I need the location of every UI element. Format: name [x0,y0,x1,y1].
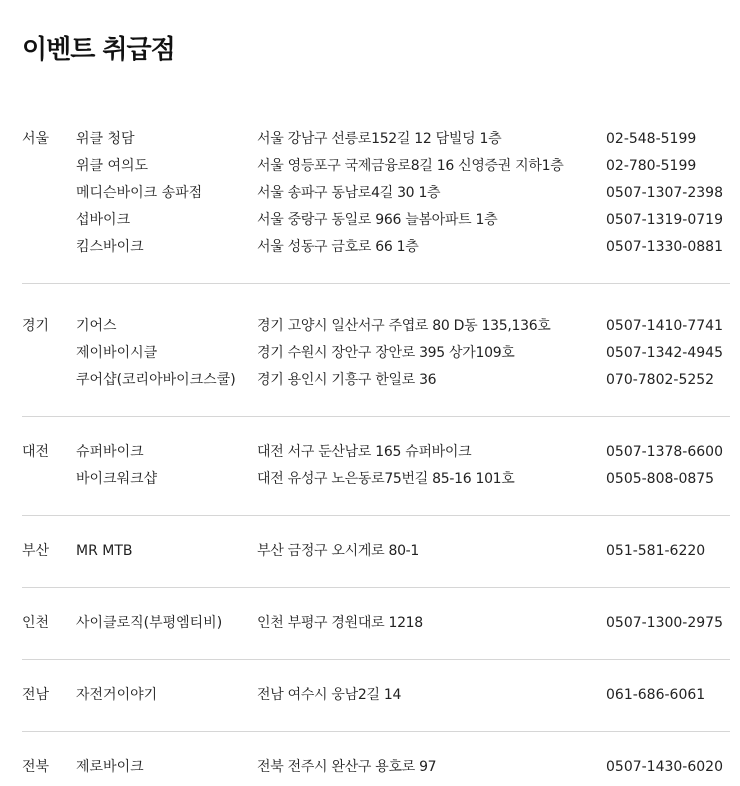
shop-name: 메디슨바이크 송파점 [76,185,203,201]
shop-list [22,610,730,637]
shop-address: 인천 부평구 경원대로 1218 [257,615,423,631]
region-name: 인천 [22,615,50,631]
shop-phone: 0507-1378-6600 [606,444,723,460]
shop-phone: 0505-808-0875 [606,471,715,487]
shop-phone: 0507-1319-0719 [606,212,723,228]
shop-row [22,466,730,493]
shop-name: 킴스바이크 [76,239,144,255]
shop-phone: 0507-1410-7741 [606,318,723,334]
shop-row [22,682,730,709]
shop-address: 경기 용인시 기흥구 한일로 36 [257,372,437,388]
shop-address: 전남 여수시 웅남2길 14 [257,687,402,703]
shop-phone: 051-581-6220 [606,543,706,559]
shop-address: 대전 서구 둔산남로 165 슈퍼바이크 [257,444,472,460]
shop-address: 서울 영등포구 국제금융로8길 16 신영증권 지하1층 [257,158,564,174]
shop-name: 제로바이크 [76,759,144,775]
shop-name: 슈퍼바이크 [76,444,144,460]
shop-address: 전북 전주시 완산구 용호로 97 [257,759,437,775]
shop-row [22,439,730,466]
shop-phone: 02-548-5199 [606,131,697,147]
shop-address: 경기 고양시 일산서구 주엽로 80 D동 135,136호 [257,318,551,334]
shop-phone: 0507-1307-2398 [606,185,723,201]
shop-name: 제이바이시클 [76,345,158,361]
shop-row [22,153,730,180]
shop-name: MR MTB [76,543,133,559]
shop-name: 위클 여의도 [76,158,149,174]
shop-list [22,754,730,781]
shop-row [22,126,730,153]
shop-row [22,340,730,367]
shop-address: 부산 금정구 오시게로 80-1 [257,543,420,559]
shop-row [22,234,730,261]
shop-row [22,538,730,565]
shop-row [22,207,730,234]
shop-address: 서울 송파구 동남로4길 30 1층 [257,185,441,201]
shop-row [22,180,730,207]
shop-row [22,610,730,637]
shop-list [22,313,730,394]
shop-list [22,538,730,565]
region-section [22,126,730,284]
page-title: 이벤트 취급점 [22,35,175,65]
shop-row [22,313,730,340]
shop-address: 서울 성동구 금호로 66 1층 [257,239,419,255]
shop-phone: 0507-1342-4945 [606,345,723,361]
shop-row [22,754,730,781]
shop-address: 서울 중랑구 동일로 966 늘봄아파트 1층 [257,212,498,228]
shop-list [22,682,730,709]
shop-name: 위클 청담 [76,131,135,147]
shop-phone: 0507-1300-2975 [606,615,723,631]
region-section [22,284,730,417]
shop-address: 경기 수원시 장안구 장안로 395 상가109호 [257,345,515,361]
shop-address: 대전 유성구 노은동로75번길 85-16 101호 [257,471,515,487]
shop-phone: 0507-1330-0881 [606,239,723,255]
region-name: 전북 [22,759,50,775]
region-name: 경기 [22,318,50,334]
region-section [22,588,730,660]
shop-phone: 02-780-5199 [606,158,697,174]
shop-name: 자전거이야기 [76,687,158,703]
shop-directory [22,126,730,781]
shop-phone: 0507-1430-6020 [606,759,723,775]
region-section [22,732,730,781]
region-name: 전남 [22,687,50,703]
region-section [22,516,730,588]
region-section [22,417,730,516]
region-section [22,660,730,732]
shop-name: 섭바이크 [76,212,131,228]
shop-phone: 061-686-6061 [606,687,706,703]
shop-name: 쿠어샵(코리아바이크스쿨) [76,372,236,388]
region-name: 부산 [22,543,50,559]
region-name: 서울 [22,131,50,147]
shop-name: 사이클로직(부평엠티비) [76,615,223,631]
region-name: 대전 [22,444,50,460]
shop-phone: 070-7802-5252 [606,372,715,388]
shop-list [22,126,730,261]
shop-name: 바이크워크샵 [76,471,158,487]
shop-row [22,367,730,394]
shop-list [22,439,730,493]
shop-name: 기어스 [76,318,117,334]
shop-address: 서울 강남구 선릉로152길 12 담빌딩 1층 [257,131,502,147]
